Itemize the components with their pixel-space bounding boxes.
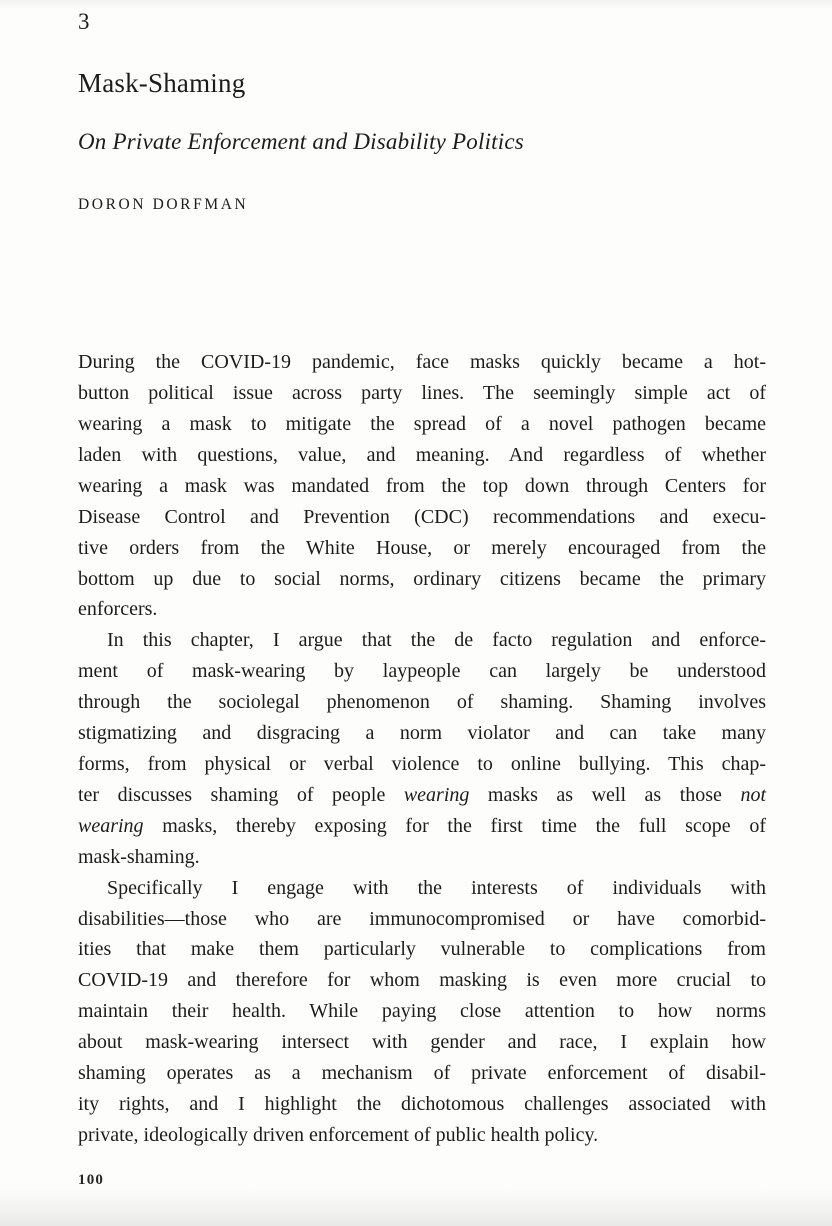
text-run: mask-shaming. [78,845,200,868]
text-run: bottom up due to social norms, ordinary citizens became the primary [78,567,766,590]
chapter-subtitle: On Private Enforcement and Disability Politics [78,128,524,154]
text-line [78,842,766,873]
text-line [78,873,766,904]
text-run: Disease Control and Prevention (CDC) recommendations and execu- [78,505,766,528]
text-run: During the COVID-19 pandemic, face masks quickly became a hot- [78,351,766,374]
text-line [78,502,766,533]
text-line [78,1089,766,1120]
text-run: COVID-19 and therefore for whom masking is even more crucial to [78,969,766,992]
text-line [78,625,766,656]
text-run: wearing a mask to mitigate the spread of a novel pathogen became [78,413,766,436]
text-line [78,718,766,749]
text-line [78,780,766,811]
italic-text-run: wearing [403,783,470,806]
text-line [78,656,766,687]
text-run: shaming operates as a mechanism of private enforcement of disabil- [78,1062,766,1085]
text-line [78,1027,766,1058]
italic-text-run: not [740,783,766,806]
text-line [78,934,766,965]
text-line [78,1058,766,1089]
body-text [78,347,766,1151]
text-run: laden with questions, value, and meaning. And regardless of whether [78,443,766,466]
text-run: In this chapter, I argue that the de facto regulation and enforce- [107,629,766,652]
text-run: forms, from physical or verbal violence to online bullying. This chap- [78,753,766,776]
text-line [78,440,766,471]
text-line [78,904,766,935]
text-line [78,347,766,378]
text-line [78,965,766,996]
text-run: ter discusses shaming of people [78,783,404,806]
text-line [78,378,766,409]
text-run: wearing a mask was mandated from the top down through Centers for [78,474,766,497]
text-run: button political issue across party lines. The seemingly simple act of [78,382,766,405]
text-line [78,811,766,842]
text-line [78,749,766,780]
author-name: DORON DORFMAN [78,196,249,214]
text-run: ity rights, and I highlight the dichotomous challenges associated with [78,1092,766,1115]
text-line [78,996,766,1027]
text-line [78,687,766,718]
text-run: tive orders from the White House, or merely encouraged from the [78,536,766,559]
text-run: enforcers. [78,598,158,621]
italic-text-run: wearing [78,814,144,837]
page-number: 100 [78,1172,105,1188]
chapter-title: Mask-Shaming [78,67,246,98]
text-run: disabilities—those who are immunocompromised or have comorbid- [78,907,766,930]
text-run: masks as well as those [469,783,741,806]
text-run: maintain their health. While paying close attention to how norms [78,1000,766,1023]
text-line [78,1120,766,1151]
paragraph [78,625,766,872]
text-line [78,409,766,440]
text-run: Specifically I engage with the interests of individuals with [107,876,766,899]
text-run: stigmatizing and disgracing a norm violator and can take many [78,722,766,745]
paragraph [78,347,766,625]
text-line [78,471,766,502]
text-run: private, ideologically driven enforcement of public health policy. [78,1123,599,1146]
text-run: ities that make them particularly vulnerable to complications from [78,938,766,961]
paragraph [78,873,766,1151]
text-run: about mask-wearing intersect with gender and race, I explain how [78,1031,766,1054]
text-line [78,594,766,625]
text-line [78,564,766,595]
text-line [78,533,766,564]
text-run: masks, thereby exposing for the first time the full scope of [143,814,766,837]
text-run: through the sociolegal phenomenon of shaming. Shaming involves [78,691,766,714]
chapter-number: 3 [78,9,90,34]
text-run: ment of mask-wearing by laypeople can largely be understood [78,660,766,683]
